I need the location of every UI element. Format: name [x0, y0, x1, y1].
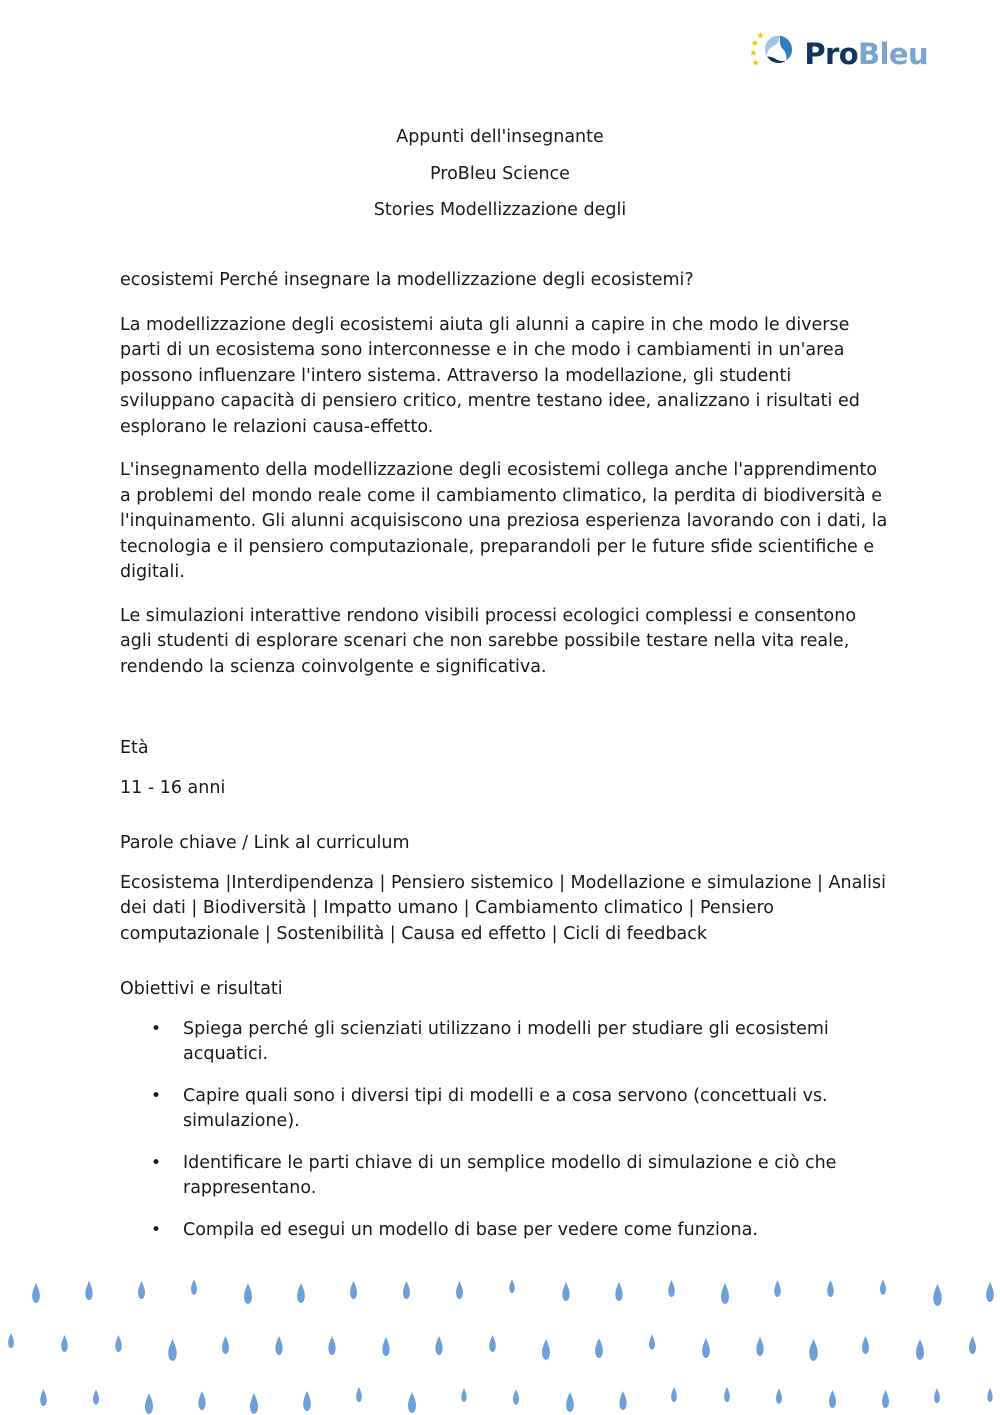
- problue-logo: [751, 30, 928, 78]
- water-drop-icon: [986, 1282, 994, 1302]
- list-item-label: Spiega perché gli scienziati utilizzano i modelli per studiare gli ecosistemi acquatici.: [183, 1018, 829, 1064]
- bullet-point-icon: •: [151, 1018, 162, 1039]
- water-drop-icon: [244, 1283, 252, 1304]
- logo-text-bleu: Bleu: [858, 36, 928, 71]
- water-drop-icon: [489, 1335, 496, 1352]
- water-drop-icon: [566, 1392, 574, 1412]
- water-drop-icon: [408, 1392, 416, 1413]
- water-drop-icon: [328, 1336, 336, 1355]
- water-drop-icon: [721, 1283, 729, 1304]
- water-drop-icon: [595, 1338, 603, 1358]
- list-item-label: Capire quali sono i diversi tipi di modelli e a cosa servono (concettuali vs. simulazione).: [183, 1085, 828, 1131]
- water-drop-icon: [138, 1281, 145, 1299]
- water-drop-icon: [776, 1388, 782, 1404]
- section-spacer: [120, 698, 888, 736]
- footer-drop-pattern: [0, 1250, 1000, 1415]
- water-drop-icon: [916, 1339, 924, 1360]
- paragraph-1: La modellizzazione degli ecosistemi aiuta gli alunni a capire in che modo le diverse parti di un ecosistema sono interconnesse e in che modo i cambiamenti in un'area possono influenzare l'intero sistema. Attraverso la modellazione, gli studenti sviluppano capacità di pensiero critico, mentre testano idee, analizzano i risultati ed esplorano le relazioni causa-effetto.: [120, 314, 860, 437]
- water-drop-icon: [880, 1279, 886, 1295]
- water-drop-icon: [774, 1280, 781, 1297]
- water-drop-icon: [862, 1336, 869, 1354]
- list-item: [120, 1151, 888, 1202]
- water-drop-icon: [969, 1336, 976, 1354]
- water-drop-icon: [509, 1278, 515, 1292]
- list-item: [120, 1084, 888, 1135]
- water-drop-icon: [382, 1337, 390, 1356]
- water-drop-icon: [562, 1282, 570, 1301]
- water-drop-icon: [756, 1337, 764, 1356]
- water-drop-icon: [542, 1339, 550, 1360]
- drop-row-3: [0, 1382, 1000, 1415]
- water-drop-icon: [724, 1387, 730, 1402]
- water-drop-icon: [671, 1387, 677, 1402]
- drop-row-2: [0, 1328, 1000, 1362]
- water-drop-icon: [934, 1388, 940, 1403]
- paragraph-2: L'insegnamento della modellizzazione degli ecosistemi collega anche l'apprendimento a problemi del mondo reale come il cambiamento climatico, la perdita di biodiversità e l'inquinamento. Gli alunni acquisiscono una preziosa esperienza lavorando con i dati, la tecnologia e il pensiero computazionale, preparandoli per le future sfide scientifiche e digitali.: [120, 460, 888, 582]
- water-drop-icon: [222, 1336, 229, 1354]
- water-drop-icon: [809, 1339, 818, 1361]
- water-drop-icon: [827, 1280, 834, 1297]
- drop-row-1: [0, 1273, 1000, 1307]
- water-drop-icon: [702, 1338, 710, 1358]
- water-drop-icon: [403, 1281, 410, 1299]
- water-drop-icon: [168, 1339, 177, 1361]
- water-drop-icon: [513, 1389, 519, 1405]
- header-line-problue-science: ProBleu Science: [430, 163, 570, 184]
- water-drop-icon: [882, 1390, 889, 1408]
- logo-text-pro: Pro: [804, 36, 859, 71]
- water-drop-icon: [145, 1393, 153, 1414]
- water-drop-icon: [8, 1333, 14, 1348]
- water-drop-icon: [40, 1389, 47, 1406]
- bullet-point-icon: •: [151, 1152, 162, 1173]
- water-drop-icon: [461, 1387, 467, 1401]
- water-drop-icon: [61, 1335, 68, 1352]
- water-drop-icon: [456, 1281, 463, 1299]
- list-item-label: Identificare le parti chiave di un semplice modello di simulazione e ciò che rappresentano.: [183, 1152, 837, 1198]
- water-drop-icon: [93, 1389, 99, 1405]
- problue-globe-stars-icon: [751, 30, 795, 78]
- water-drop-icon: [649, 1334, 655, 1350]
- water-drop-icon: [250, 1393, 258, 1414]
- water-drop-icon: [619, 1391, 627, 1410]
- water-drop-icon: [829, 1390, 836, 1408]
- water-drop-icon: [275, 1336, 283, 1355]
- water-drop-icon: [933, 1284, 942, 1306]
- bullet-point-icon: •: [151, 1219, 162, 1240]
- age-label: Età: [120, 738, 149, 758]
- document-body: [120, 268, 888, 1259]
- water-drop-icon: [115, 1335, 122, 1352]
- keywords-value: Ecosistema |Interdipendenza | Pensiero sistemico | Modellazione e simulazione | Analisi dei dati | Biodiversità | Impatto umano | Cambiamento climatico | Pensiero computazionale | Sostenibilità | Causa ed effetto | Cicli di feedback: [120, 872, 887, 944]
- list-item-label: Compila ed esegui un modello di base per vedere come funziona.: [183, 1219, 758, 1240]
- list-item: [120, 1218, 888, 1244]
- water-drop-icon: [32, 1283, 40, 1303]
- problue-wordmark: [804, 36, 928, 71]
- water-drop-icon: [85, 1281, 93, 1300]
- header-line-stories-title: Stories Modellizzazione degli: [373, 200, 627, 220]
- keywords-label: Parole chiave / Link al curriculum: [120, 833, 410, 853]
- list-item: [120, 1017, 888, 1068]
- objectives-label: Obiettivi e risultati: [120, 979, 283, 999]
- water-drop-icon: [198, 1391, 206, 1410]
- water-drop-icon: [191, 1279, 197, 1295]
- water-drop-icon: [435, 1336, 443, 1355]
- section-spacer: [120, 947, 888, 977]
- water-drop-icon: [987, 1387, 993, 1401]
- water-drop-icon: [356, 1387, 362, 1402]
- header-line-teacher-notes: Appunti dell'insegnante: [396, 127, 604, 147]
- water-drop-icon: [615, 1282, 623, 1301]
- bullet-point-icon: •: [151, 1085, 162, 1106]
- objectives-list: [120, 1017, 888, 1244]
- water-drop-icon: [668, 1280, 675, 1297]
- water-drop-icon: [350, 1281, 357, 1299]
- paragraph-3: Le simulazioni interattive rendono visibili processi ecologici complessi e consentono agli studenti di esplorare scenari che non sarebbe possibile testare nella vita reale, rendendo la scienza coinvolgente e significativa.: [120, 605, 857, 677]
- document-header: [0, 119, 1000, 229]
- water-drop-icon: [303, 1391, 311, 1411]
- age-value: 11 - 16 anni: [120, 777, 226, 798]
- water-drop-icon: [297, 1283, 305, 1303]
- lead-question: ecosistemi Perché insegnare la modellizzazione degli ecosistemi?: [120, 270, 694, 290]
- section-spacer: [120, 801, 888, 831]
